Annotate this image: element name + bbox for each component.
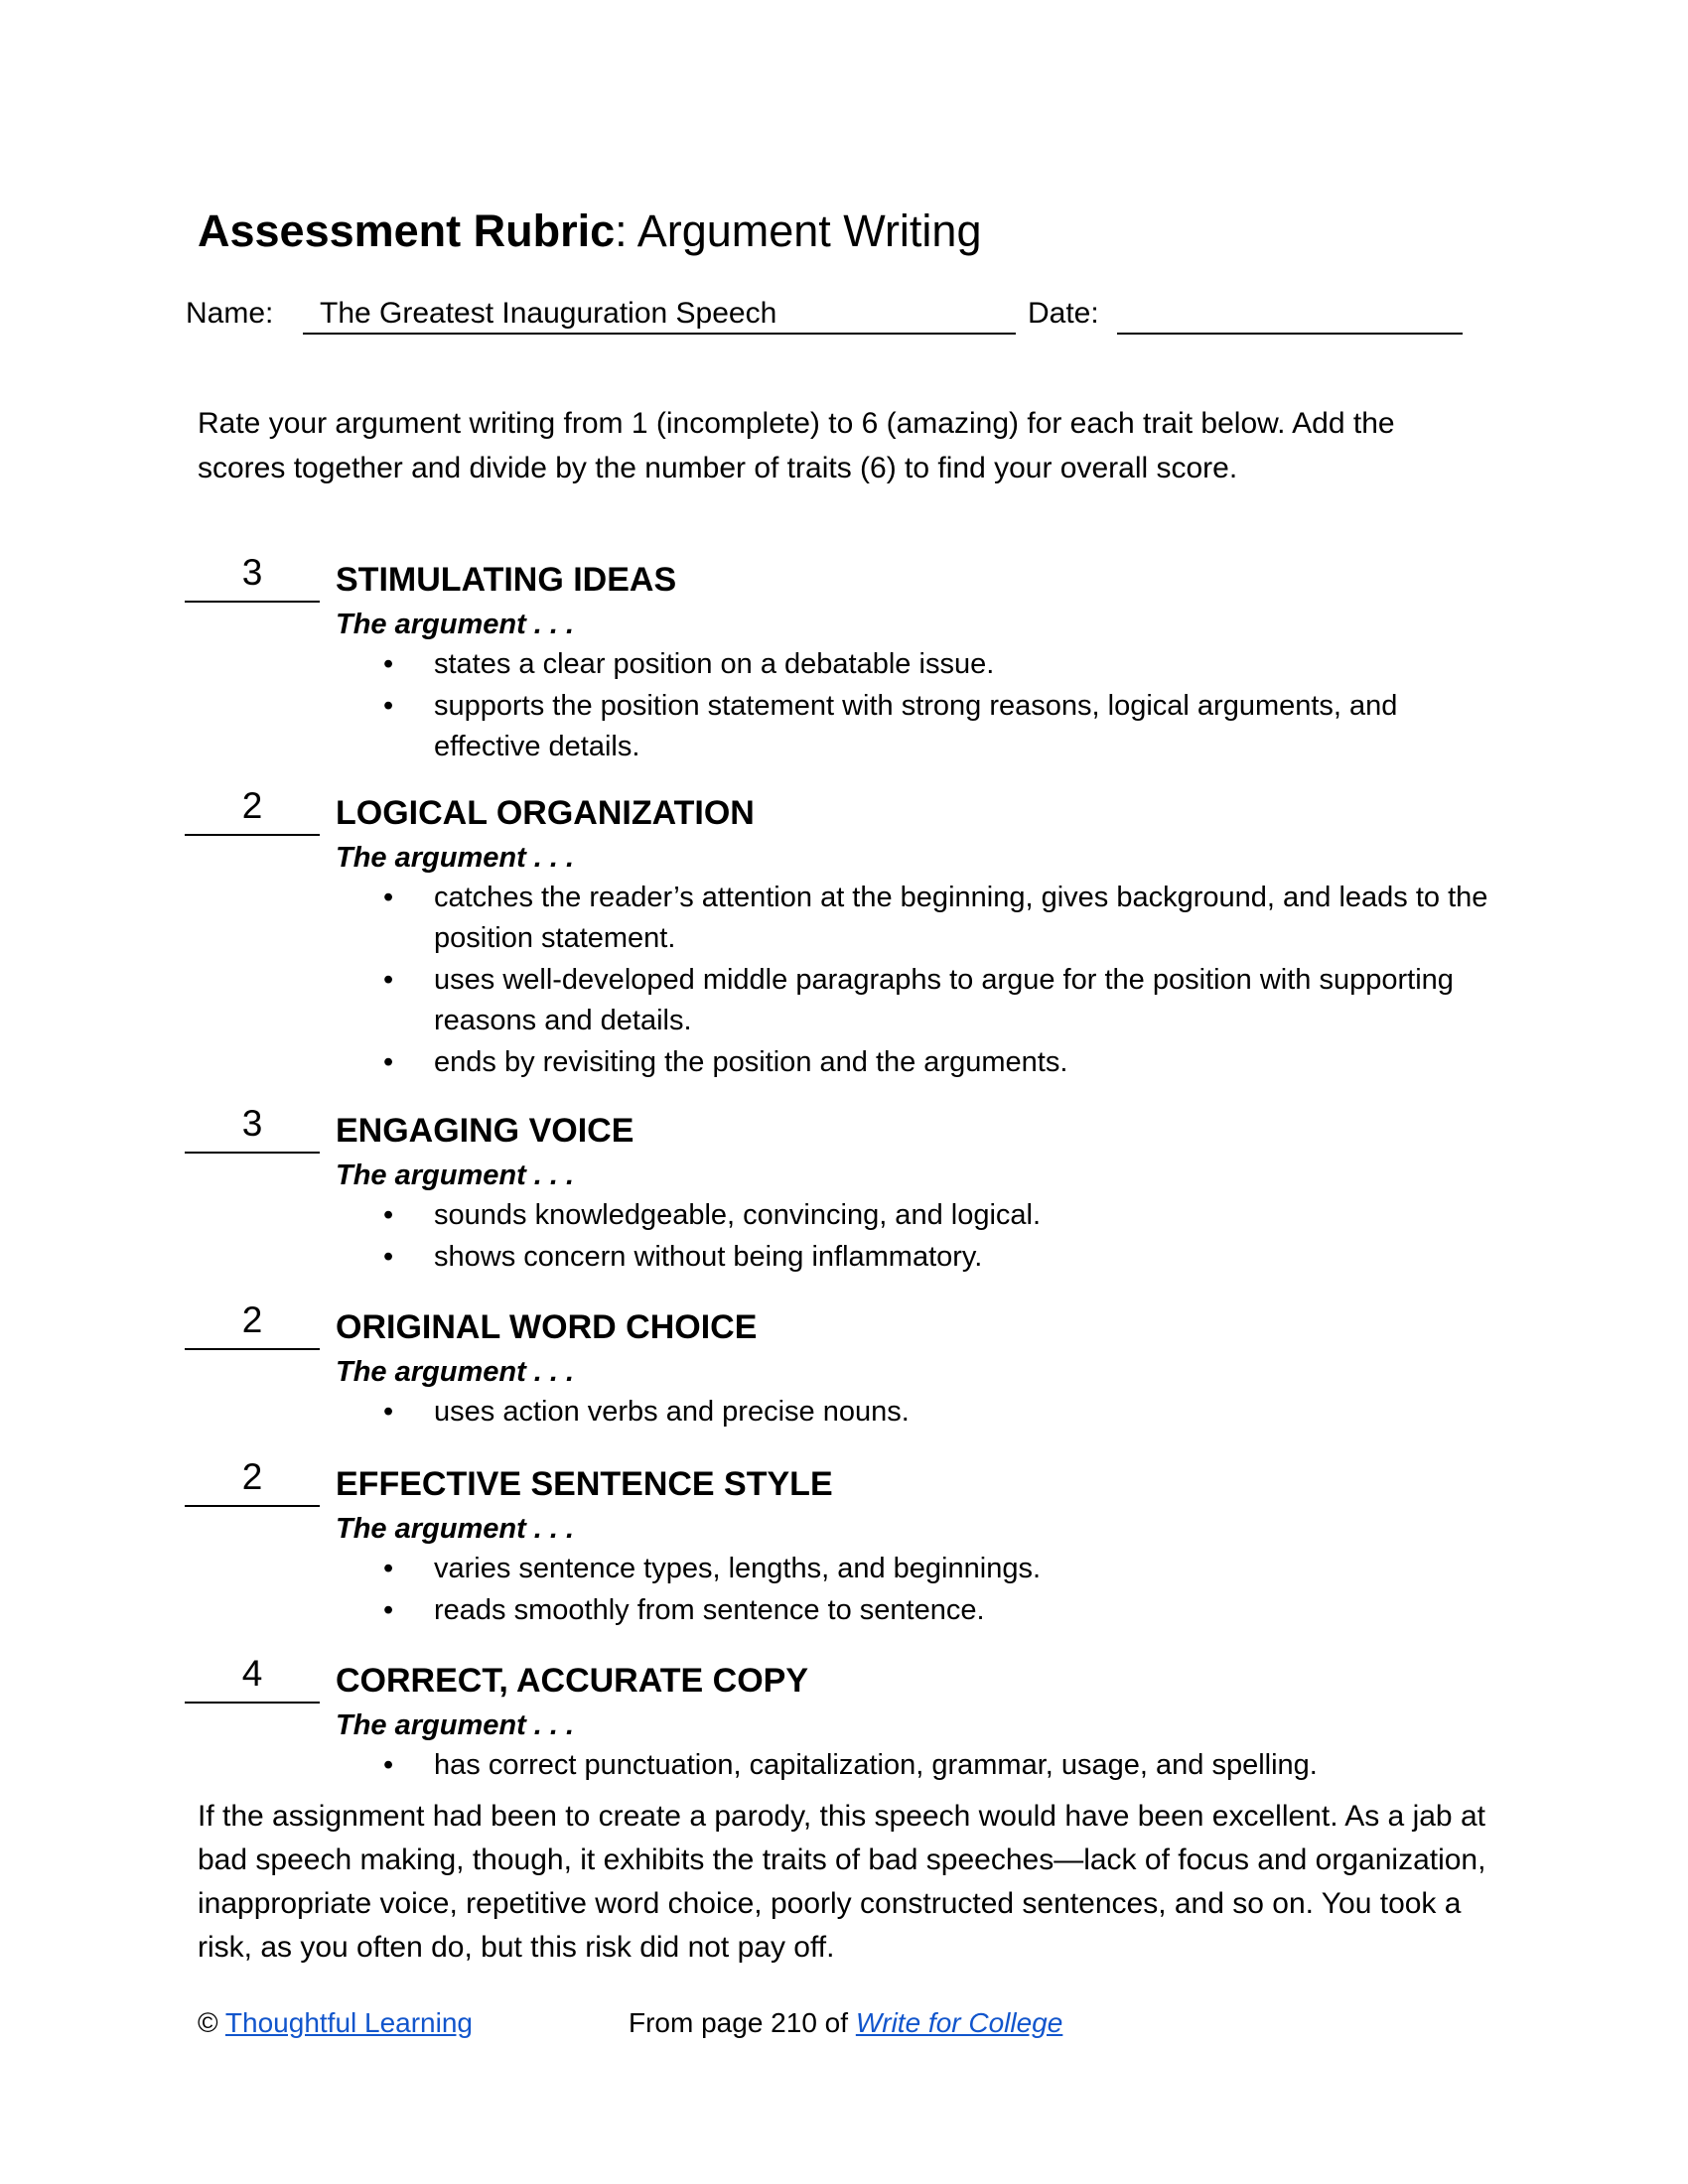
bullet-icon: • (383, 1046, 394, 1078)
bullet-icon: • (383, 1199, 394, 1231)
date-field[interactable] (1117, 293, 1463, 335)
trait-heading: ENGAGING VOICE (336, 1112, 634, 1150)
trait-lead: The argument . . . (336, 1709, 575, 1741)
criterion-text: uses action verbs and precise nouns. (434, 1396, 910, 1428)
trait-lead: The argument . . . (336, 1356, 575, 1388)
footer (198, 2003, 1389, 2043)
score-field[interactable]: 2 (185, 1455, 320, 1507)
score-field[interactable]: 4 (185, 1652, 320, 1704)
title-rest: : Argument Writing (615, 205, 982, 256)
criteria-list (185, 1392, 1495, 1433)
page-title (198, 204, 982, 259)
title-bold: Assessment Rubric (198, 205, 616, 256)
name-field[interactable] (303, 293, 1016, 335)
trait-heading: STIMULATING IDEAS (336, 561, 677, 599)
list-item (185, 1042, 1495, 1083)
publisher-link[interactable]: Thoughtful Learning (224, 2007, 473, 2038)
bullet-icon: • (383, 964, 394, 996)
trait-lead: The argument . . . (336, 842, 575, 874)
trait-heading: CORRECT, ACCURATE COPY (336, 1662, 809, 1700)
name-date-row (186, 293, 1477, 341)
book-link[interactable]: Write for College (855, 2007, 1063, 2038)
list-item (185, 1590, 1495, 1631)
criterion-text: uses well-developed middle paragraphs to argue for the position with supporting reasons and details. (434, 964, 1454, 1036)
trait-heading: ORIGINAL WORD CHOICE (336, 1308, 758, 1346)
criterion-text: sounds knowledgeable, convincing, and logical. (434, 1199, 1042, 1231)
criterion-text: has correct punctuation, capitalization, grammar, usage, and spelling. (434, 1749, 1318, 1781)
criterion-text: ends by revisiting the position and the arguments. (434, 1046, 1068, 1078)
list-item (185, 1745, 1495, 1786)
list-item (185, 878, 1495, 959)
score-field[interactable]: 3 (185, 1102, 320, 1154)
criterion-text: shows concern without being inflammatory. (434, 1241, 983, 1273)
bullet-icon: • (383, 1241, 394, 1273)
trait-heading: EFFECTIVE SENTENCE STYLE (336, 1465, 833, 1503)
score-field[interactable]: 2 (185, 1298, 320, 1350)
bullet-icon: • (383, 690, 394, 722)
criterion-text: varies sentence types, lengths, and beginnings. (434, 1553, 1042, 1584)
trait-lead: The argument . . . (336, 1160, 575, 1191)
source-prefix: From page 210 of (629, 2007, 849, 2038)
list-item (185, 1549, 1495, 1589)
list-item (185, 1237, 1495, 1278)
name-label: Name: (186, 297, 274, 330)
criterion-text: states a clear position on a debatable issue. (434, 648, 995, 680)
trait-lead: The argument . . . (336, 1513, 575, 1545)
list-item (185, 1195, 1495, 1236)
criterion-text: catches the reader’s attention at the beginning, gives background, and leads to the position statement. (434, 882, 1488, 954)
teacher-comment: If the assignment had been to create a parody, this speech would have been excellent. As a jab at bad speech making, though, it exhibits the traits of bad speeches—lack of focus and organization, inappropriate voice, repetitive word choice, poorly constructed sentences, and so on. You took a risk, as you often do, but this risk did not pay off. (198, 1800, 1486, 1964)
criteria-list (185, 878, 1495, 1084)
criteria-list (185, 644, 1495, 768)
list-item (185, 960, 1495, 1041)
bullet-icon: • (383, 882, 394, 913)
bullet-icon: • (383, 1749, 394, 1781)
copyright-icon: © (198, 2007, 218, 2038)
bullet-icon: • (383, 1594, 394, 1626)
date-label: Date: (1028, 297, 1099, 330)
bullet-icon: • (383, 1553, 394, 1584)
criteria-list (185, 1549, 1495, 1632)
criteria-list (185, 1745, 1495, 1787)
source-citation (629, 2003, 1062, 2043)
criteria-list (185, 1195, 1495, 1279)
list-item (185, 686, 1495, 767)
list-item (185, 1392, 1495, 1433)
list-item (185, 644, 1495, 685)
bullet-icon: • (383, 648, 394, 680)
bullet-icon: • (383, 1396, 394, 1428)
criterion-text: reads smoothly from sentence to sentence. (434, 1594, 985, 1626)
score-field[interactable]: 2 (185, 784, 320, 836)
instructions: Rate your argument writing from 1 (incomplete) to 6 (amazing) for each trait below. Add the scores together and divide by the number of traits (6) to find your overall score. (198, 407, 1395, 484)
trait-lead: The argument . . . (336, 609, 575, 640)
name-value: The Greatest Inauguration Speech (320, 297, 777, 330)
score-field[interactable]: 3 (185, 551, 320, 603)
criterion-text: supports the position statement with strong reasons, logical arguments, and effective details. (434, 690, 1398, 762)
trait-heading: LOGICAL ORGANIZATION (336, 794, 755, 832)
